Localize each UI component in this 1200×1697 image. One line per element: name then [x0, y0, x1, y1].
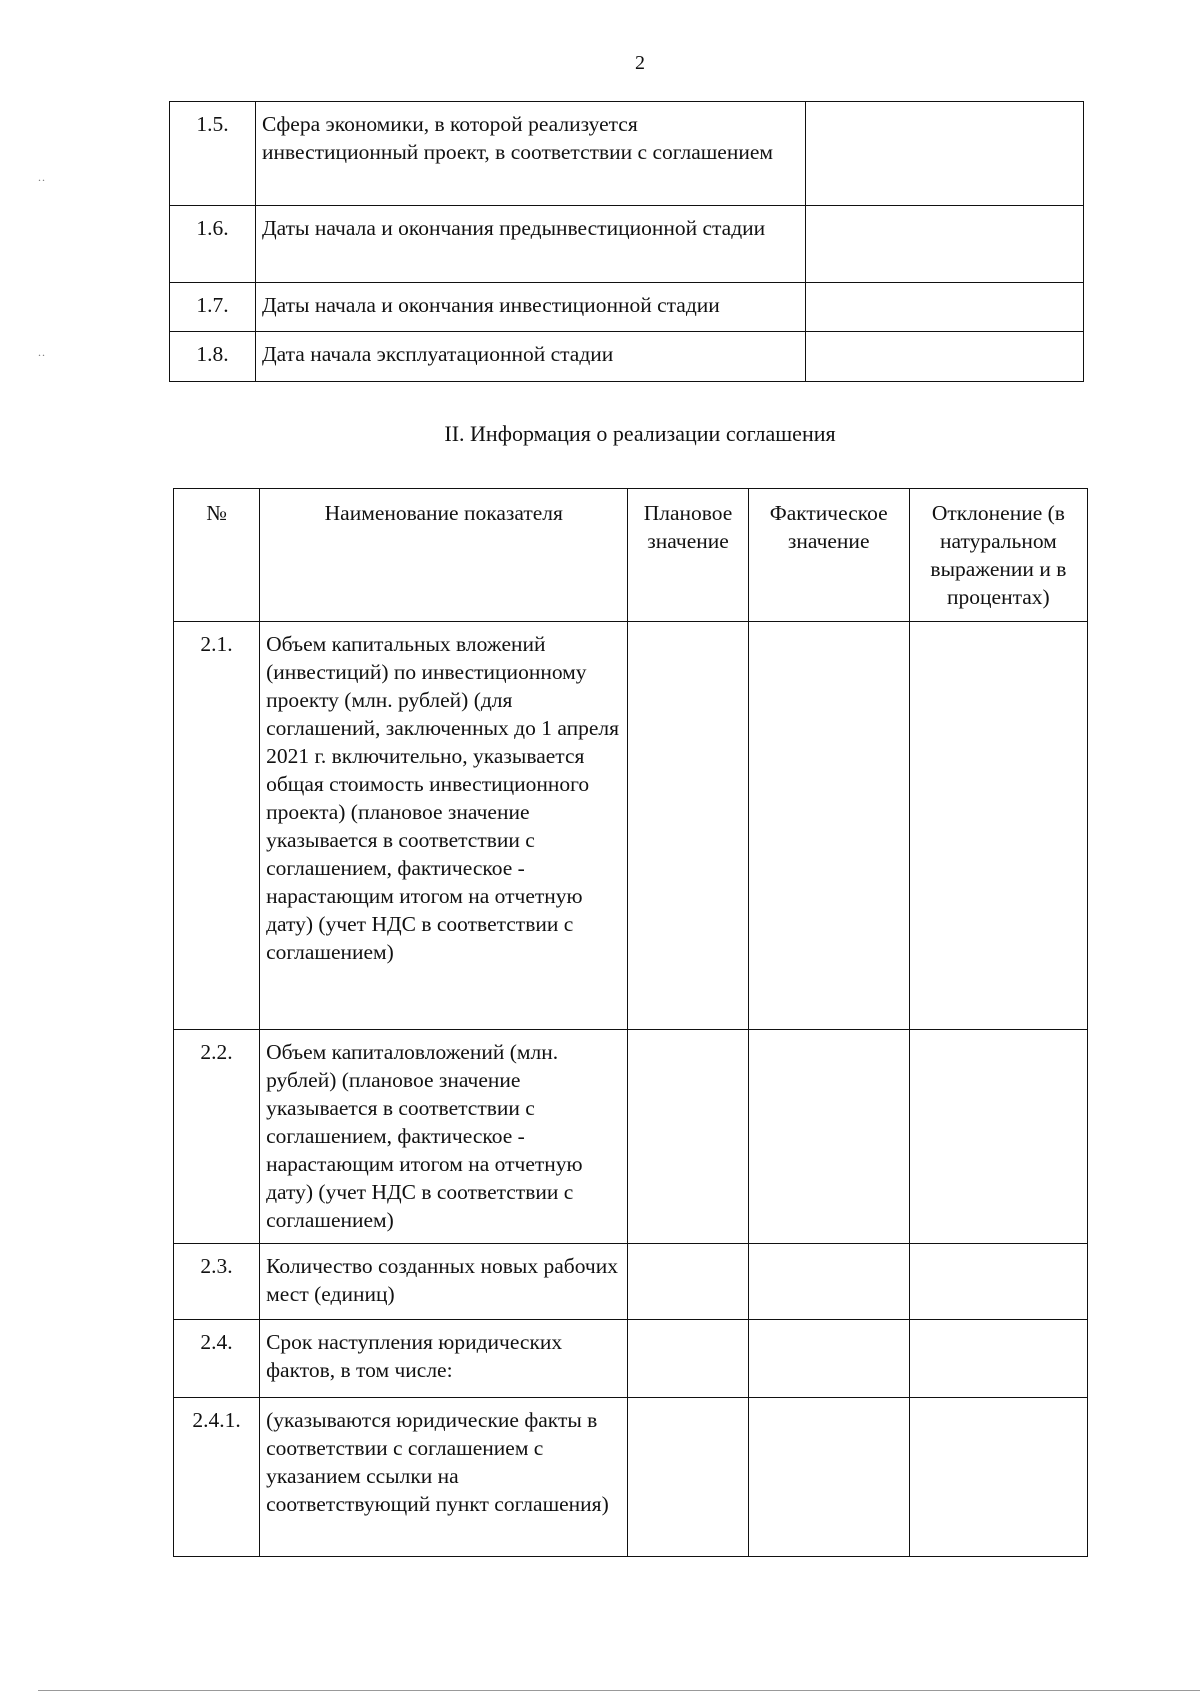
- row-indicator-name: (указываются юридические факты в соответствии с соглашением с указанием ссылки на соответствующий пункт соглашения): [260, 1398, 628, 1557]
- deviation-cell[interactable]: [909, 1320, 1087, 1398]
- table-header-row: [174, 489, 1088, 622]
- planned-value-cell[interactable]: [628, 622, 748, 1030]
- planned-value-cell[interactable]: [628, 1244, 748, 1320]
- row-indicator-name: Объем капиталовложений (млн. рублей) (плановое значение указывается в соответствии с соглашением, фактическое - нарастающим итогом на отчетную дату) (учет НДС в соответствии с соглашением): [260, 1030, 628, 1244]
- table-row: [174, 1030, 1088, 1244]
- planned-value-cell[interactable]: [628, 1320, 748, 1398]
- actual-value-cell[interactable]: [748, 1244, 909, 1320]
- agreement-indicators-table: [173, 488, 1088, 1557]
- header-planned-value: Плановое значение: [628, 489, 748, 622]
- header-indicator-name: Наименование показателя: [260, 489, 628, 622]
- row-number: 1.5.: [170, 102, 256, 206]
- margin-mark: ..: [38, 170, 46, 184]
- header-deviation: Отклонение (в натуральном выражении и в процентах): [909, 489, 1087, 622]
- deviation-cell[interactable]: [909, 1030, 1087, 1244]
- deviation-cell[interactable]: [909, 1244, 1087, 1320]
- table-row: [174, 1398, 1088, 1557]
- row-number: 2.1.: [174, 622, 260, 1030]
- planned-value-cell[interactable]: [628, 1398, 748, 1557]
- actual-value-cell[interactable]: [748, 1030, 909, 1244]
- header-actual-value: Фактическое значение: [748, 489, 909, 622]
- scan-edge-line: [38, 1690, 1200, 1691]
- table-row: [170, 206, 1084, 283]
- row-number: 2.4.1.: [174, 1398, 260, 1557]
- margin-mark: ..: [38, 345, 46, 359]
- row-number: 2.4.: [174, 1320, 260, 1398]
- row-indicator-name: Объем капитальных вложений (инвестиций) по инвестиционному проекту (млн. рублей) (для соглашений, заключенных до 1 апреля 2021 г. включительно, указывается общая стоимость инвестиционного проекта) (плановое значение указывается в соответствии с соглашением, фактическое - нарастающим итогом на отчетную дату) (учет НДС в соответствии с соглашением): [260, 622, 628, 1030]
- row-number: 2.2.: [174, 1030, 260, 1244]
- row-number: 1.6.: [170, 206, 256, 283]
- row-value-cell[interactable]: [806, 332, 1084, 382]
- actual-value-cell[interactable]: [748, 1398, 909, 1557]
- actual-value-cell[interactable]: [748, 622, 909, 1030]
- row-indicator-name: Количество созданных новых рабочих мест (единиц): [260, 1244, 628, 1320]
- project-info-table: [169, 101, 1084, 382]
- actual-value-cell[interactable]: [748, 1320, 909, 1398]
- table-row: [174, 1244, 1088, 1320]
- table-row: [174, 622, 1088, 1030]
- header-number: №: [174, 489, 260, 622]
- row-number: 1.8.: [170, 332, 256, 382]
- table-row: [170, 102, 1084, 206]
- row-number: 1.7.: [170, 283, 256, 332]
- row-value-cell[interactable]: [806, 206, 1084, 283]
- planned-value-cell[interactable]: [628, 1030, 748, 1244]
- row-number: 2.3.: [174, 1244, 260, 1320]
- row-label: Даты начала и окончания предынвестиционной стадии: [256, 206, 806, 283]
- deviation-cell[interactable]: [909, 1398, 1087, 1557]
- row-label: Дата начала эксплуатационной стадии: [256, 332, 806, 382]
- table-row: [174, 1320, 1088, 1398]
- row-label: Сфера экономики, в которой реализуется инвестиционный проект, в соответствии с соглашением: [256, 102, 806, 206]
- table-row: [170, 283, 1084, 332]
- deviation-cell[interactable]: [909, 622, 1087, 1030]
- table-row: [170, 332, 1084, 382]
- row-value-cell[interactable]: [806, 102, 1084, 206]
- section-title: II. Информация о реализации соглашения: [444, 421, 836, 446]
- row-indicator-name: Срок наступления юридических фактов, в том числе:: [260, 1320, 628, 1398]
- page-number: 2: [635, 52, 645, 74]
- row-value-cell[interactable]: [806, 283, 1084, 332]
- row-label: Даты начала и окончания инвестиционной стадии: [256, 283, 806, 332]
